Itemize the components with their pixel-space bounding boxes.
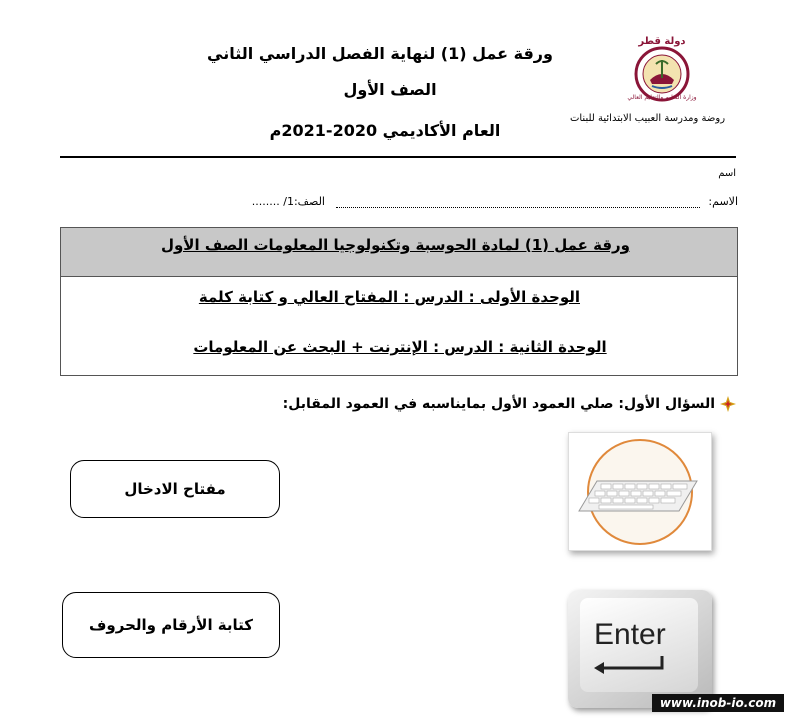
enter-key-face xyxy=(580,598,698,692)
year-heading: العام الأكاديمي 2020-2021م xyxy=(269,121,501,140)
logo-subtext: وزارة التعليم والتعليم العالي xyxy=(627,94,697,101)
site-watermark: www.inob-io.com xyxy=(652,694,784,712)
class-field[interactable]: الصف:1/ ........ xyxy=(251,195,325,208)
header-divider xyxy=(60,156,736,158)
keyboard-icon xyxy=(569,433,711,550)
name-field-line[interactable] xyxy=(336,207,700,208)
grade-heading: الصف الأول xyxy=(343,80,437,99)
subject-title: ورقة عمل (1) لمادة الحوسبة وتكنولوجيا المعلومات الصف الأول xyxy=(160,236,630,254)
enter-key-label: Enter xyxy=(594,618,666,651)
worksheet-heading: ورقة عمل (1) لنهاية الفصل الدراسي الثاني xyxy=(207,44,553,63)
return-arrow-icon xyxy=(590,654,670,678)
school-logo xyxy=(612,30,712,110)
unit-1: الوحدة الأولى : الدرس : المفتاح العالي و كتابة كلمة xyxy=(198,288,580,306)
name-field-label: الاسم: xyxy=(708,195,738,208)
bullet-icon xyxy=(720,396,736,412)
answer-label: كتابة الأرقام والحروف xyxy=(88,616,254,634)
enter-key-image xyxy=(568,590,712,708)
answer-box-enter-key[interactable] xyxy=(70,460,280,518)
answer-label: مفتاح الادخال xyxy=(124,480,226,498)
keyboard-image xyxy=(568,432,712,551)
answer-box-typing[interactable] xyxy=(62,592,280,658)
unit-2: الوحدة الثانية : الدرس : الإنترنت + البحث عن المعلومات xyxy=(193,338,607,356)
name-small-label: اسم xyxy=(718,168,736,179)
school-name: روضة ومدرسة العبيب الابتدائية للبنات xyxy=(569,113,726,124)
question-text: السؤال الأول: صلي العمود الأول بمايناسبه في العمود المقابل: xyxy=(282,396,715,412)
logo-text: دولة قطر xyxy=(638,36,686,47)
